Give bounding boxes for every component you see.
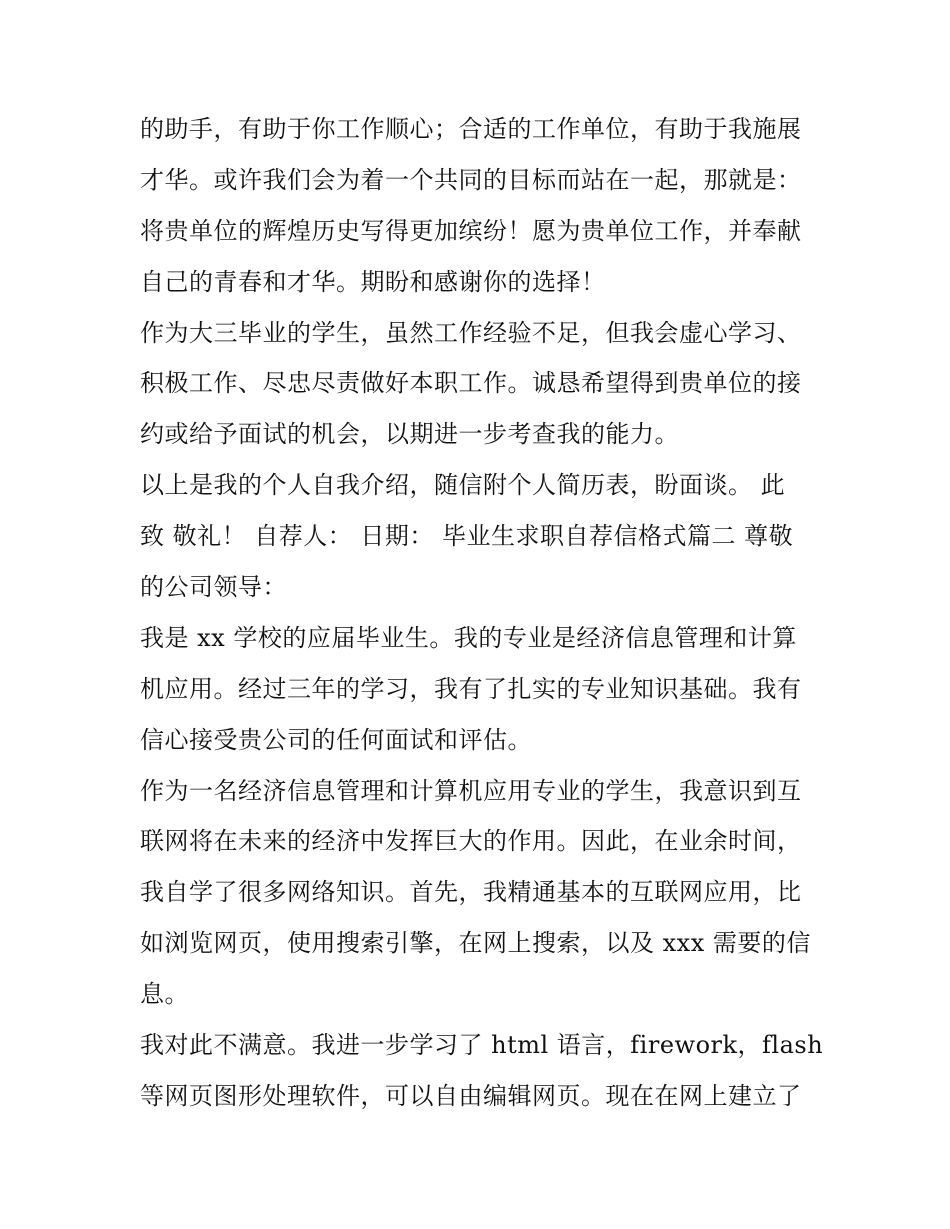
text-line: 我是 xx 学校的应届毕业生。我的专业是经济信息管理和计算 (140, 623, 797, 652)
text-line: 联网将在未来的经济中发挥巨大的作用。因此，在业余时间， (140, 827, 802, 856)
text-line: 我自学了很多网络知识。首先，我精通基本的互联网应用，比 (140, 878, 802, 907)
text-line: 等网页图形处理软件，可以自由编辑网页。现在在网上建立了 (140, 1081, 802, 1110)
text-line: 机应用。经过三年的学习，我有了扎实的专业知识基础。我有 (140, 674, 802, 703)
text-line: 才华。或许我们会为着一个共同的目标而站在一起，那就是： (140, 165, 802, 194)
text-line: 积极工作、尽忠尽责做好本职工作。诚恳希望得到贵单位的接 (140, 369, 802, 398)
text-line: 自己的青春和才华。期盼和感谢你的选择！ (140, 267, 606, 296)
text-line: 的公司领导： (140, 573, 287, 602)
text-line: 如浏览网页，使用搜索引擎，在网上搜索，以及 xxx 需要的信 (140, 929, 811, 958)
text-line: 作为一名经济信息管理和计算机应用专业的学生，我意识到互 (140, 776, 802, 805)
text-line: 约或给予面试的机会，以期进一步考查我的能力。 (140, 420, 679, 449)
text-line: 信心接受贵公司的任何面试和评估。 (140, 725, 532, 754)
text-line: 将贵单位的辉煌历史写得更加缤纷！愿为贵单位工作，并奉献 (140, 216, 802, 245)
text-line: 我对此不满意。我进一步学习了 html 语言，firework，flash (140, 1031, 824, 1060)
body-text (140, 104, 824, 1122)
text-line: 的助手，有助于你工作顺心；合适的工作单位，有助于我施展 (140, 115, 802, 143)
text-line: 致 敬礼！ 自荐人： 日期： 毕业生求职自荐信格式篇二 尊敬 (140, 522, 794, 551)
text-line: 息。 (140, 980, 189, 1009)
text-line: 以上是我的个人自我介绍，随信附个人简历表，盼面谈。 此 (140, 471, 786, 500)
text-line: 作为大三毕业的学生，虽然工作经验不足，但我会虚心学习、 (140, 318, 802, 347)
